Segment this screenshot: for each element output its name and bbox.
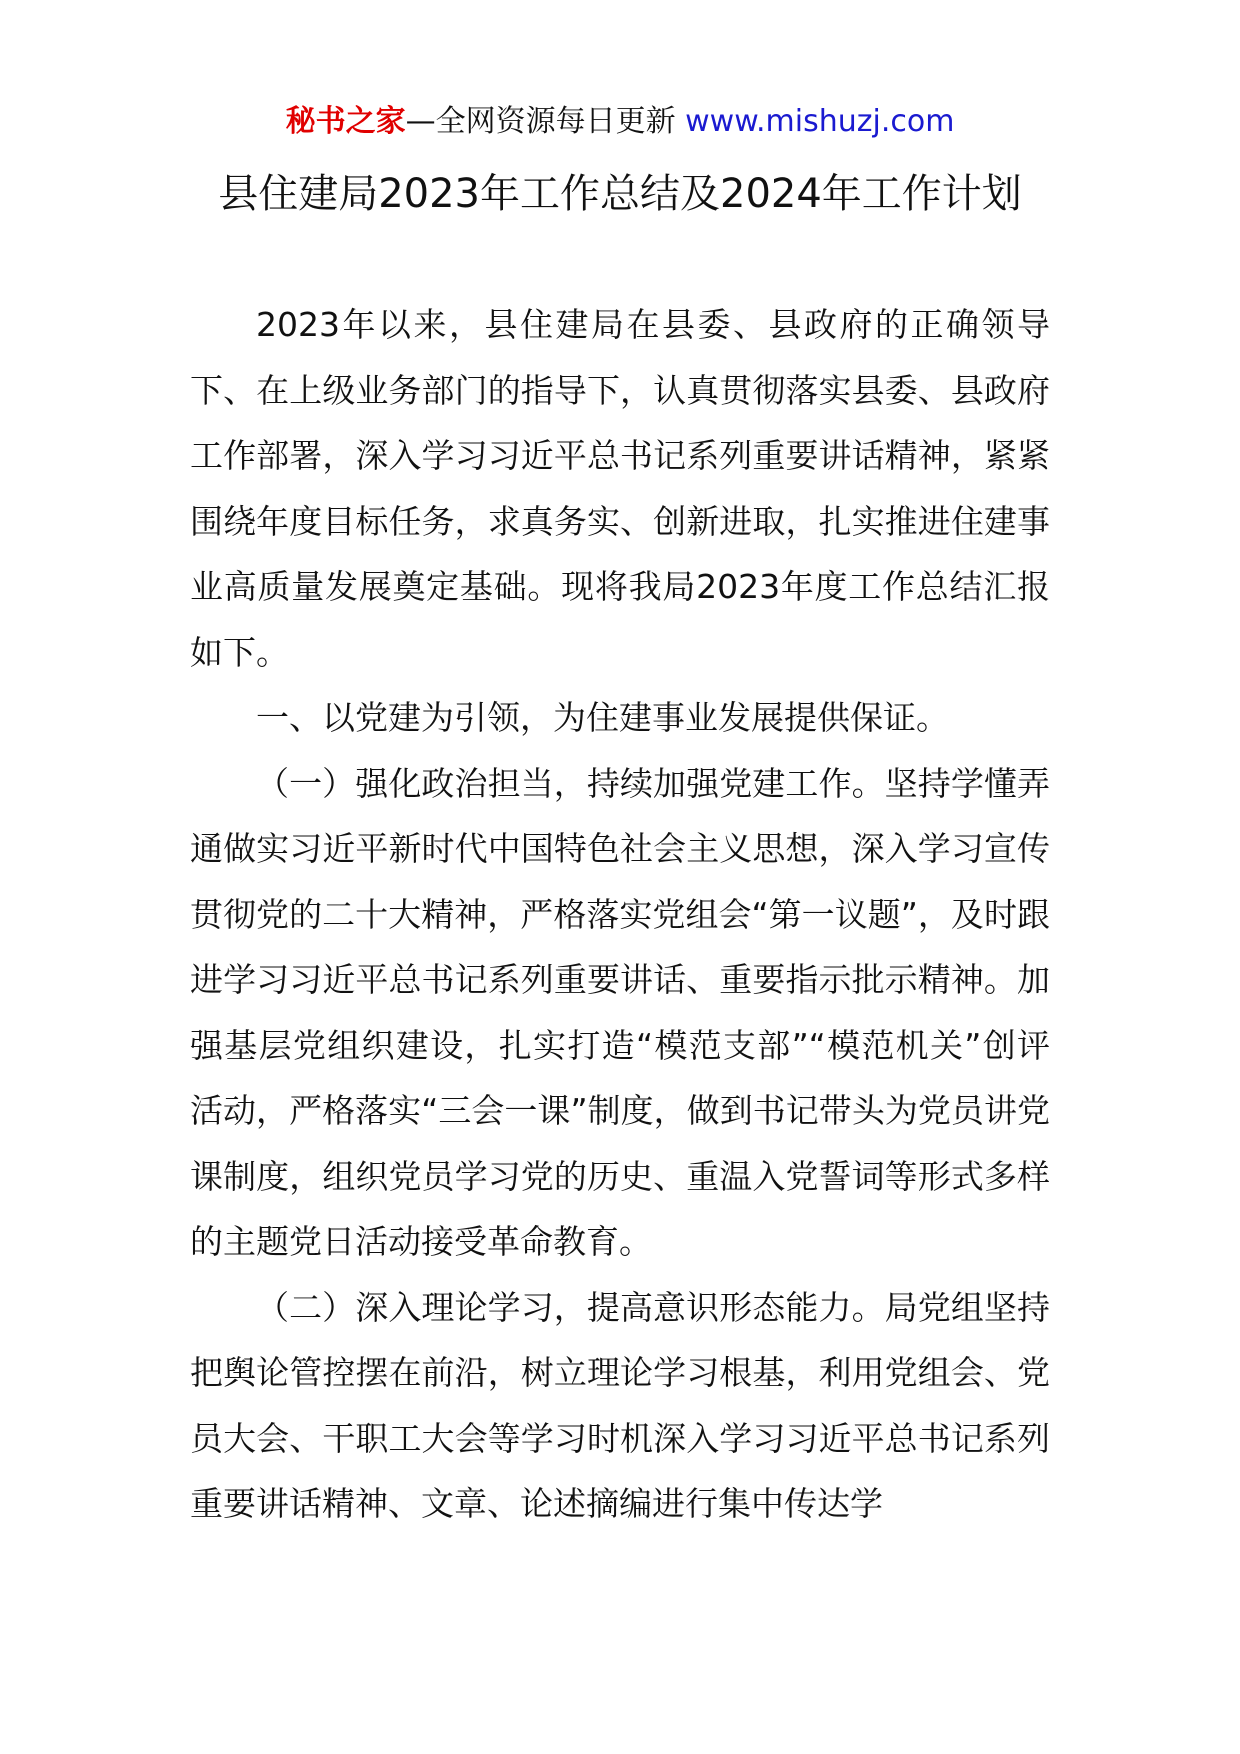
brand-name: 秘书之家 (285, 104, 406, 139)
document-title: 县住建局2023年工作总结及2024年工作计划 (218, 171, 1022, 217)
paragraph-intro: 2023年以来，县住建局在县委、县政府的正确领导下、在上级业务部门的指导下，认真贯彻落实县委、县政府工作部署，深入学习习近平总书记系列重要讲话精神，紧紧围绕年度目标任务，求真务实、创新进取，扎实推进住建事业高质量发展奠定基础。现将我局2023年度工作总结汇报如下。 (190, 305, 1050, 672)
site-header (0, 102, 1240, 142)
document-body (190, 292, 1050, 1537)
section-heading-1: 一、以党建为引领，为住建事业发展提供保证。 (256, 698, 949, 737)
site-url-link[interactable]: www.mishuzj.com (685, 104, 955, 139)
paragraph-subsection-2: （二）深入理论学习，提高意识形态能力。局党组坚持把舆论管控摆在前沿，树立理论学习根基，利用党组会、党员大会、干职工大会等学习时机深入学习习近平总书记系列重要讲话精神、文章、论述摘编进行集中传达学 (190, 1287, 1050, 1523)
paragraph-subsection-1: （一）强化政治担当，持续加强党建工作。坚持学懂弄通做实习近平新时代中国特色社会主义思想，深入学习宣传贯彻党的二十大精神，严格落实党组会“第一议题”，及时跟进学习习近平总书记系列重要讲话、重要指示批示精神。加强基层党组织建设，扎实打造“模范支部”“模范机关”创评活动，严格落实“三会一课”制度，做到书记带头为党员讲党课制度，组织党员学习党的历史、重温入党誓词等形式多样的主题党日活动接受革命教育。 (190, 763, 1050, 1261)
header-tagline: —全网资源每日更新 (405, 104, 676, 139)
